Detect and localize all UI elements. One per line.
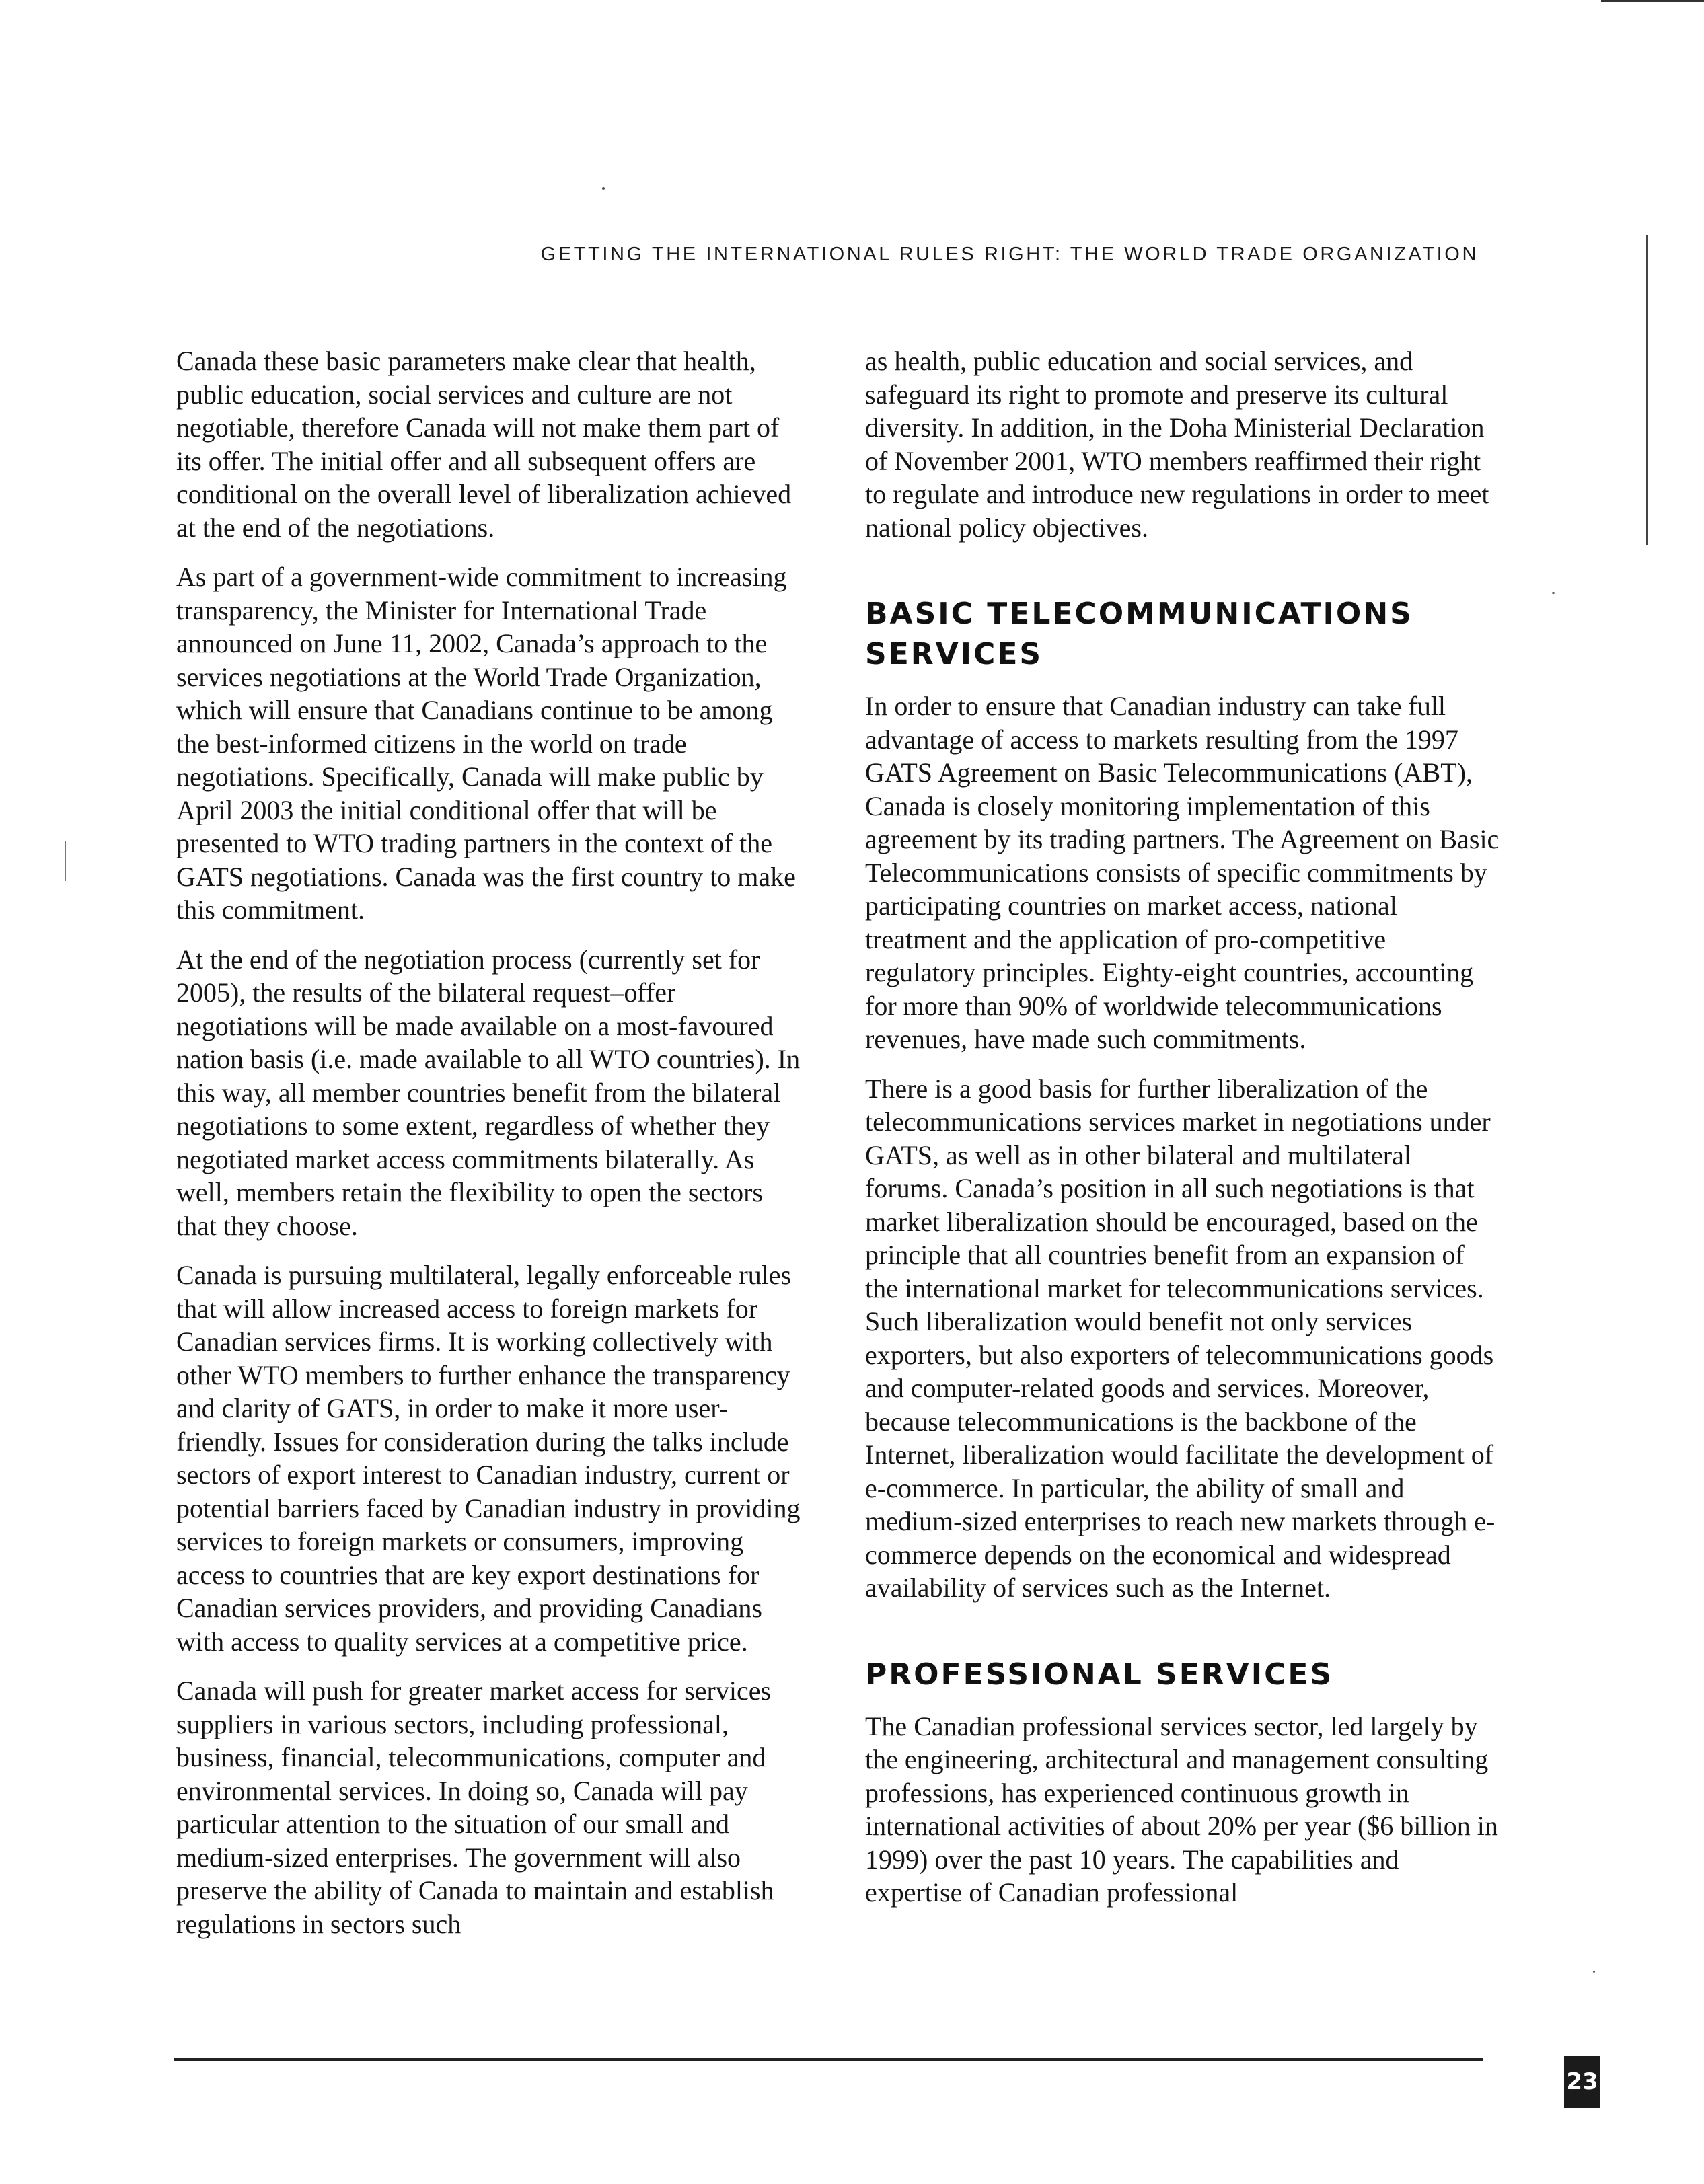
margin-rule — [1646, 235, 1648, 545]
margin-mark — [65, 841, 66, 881]
running-header: GETTING THE INTERNATIONAL RULES RIGHT: THE WORLD TRADE ORGANIZATION — [540, 243, 1479, 265]
paragraph: At the end of the negotiation process (currently set for 2005), the results of the bilateral request–offer negotiations will be made available on a most-favoured nation basis (i.e. made available to all WTO countries). In this way, all member countries benefit from the bilateral negotiations to some extent, regardless of whether they negotiated market access commitments bilaterally. As well, members retain the flexibility to open the sectors that they choose. — [176, 944, 801, 1241]
paragraph: The Canadian professional services sector, led largely by the engineering, architectural and management consulting professions, has experienced continuous growth in international activities of about 20% per year ($6 billion in 1999) over the past 10 years. The capabilities and expertise of Canadian professional — [865, 1710, 1498, 1908]
scan-speck — [602, 187, 605, 190]
right-column — [865, 344, 1501, 1926]
top-corner-rule — [1601, 0, 1704, 2]
footer-rule — [174, 2058, 1483, 2061]
paragraph: In order to ensure that Canadian industry can take full advantage of access to markets resulting from the 1997 GATS Agreement on Basic Telecommunications (ABT), Canada is closely monitoring implementation of this agreement by its trading partners. The Agreement on Basic Telecommunications consists of specific commitments by participating countries on market access, national treatment and the application of pro-competitive regulatory principles. Eighty-eight countries, accounting for more than 90% of worldwide telecommunications revenues, have made such commitments. — [865, 691, 1499, 1054]
scan-speck — [1552, 592, 1555, 594]
page-number: 23 — [1564, 2056, 1600, 2108]
paragraph: Canada these basic parameters make clear that health, public education, social services and culture are not negotiable, therefore Canada will not make them part of its offer. The initial offer and all subsequent offers are conditional on the overall level of liberalization achieved at the end of the negotiations. — [176, 346, 792, 543]
paragraph: There is a good basis for further liberalization of the telecommunications services market in negotiations under GATS, as well as in other bilateral and multilateral forums. Canada’s position in all such negotiations is that market liberalization should be encouraged, based on the principle that all countries benefit from an expansion of the international market for telecommunications services. Such liberalization would benefit not only services exporters, but also exporters of telecommunications goods and computer-related goods and services. Moreover, because telecommunications is the backbone of the Internet, liberalization would facilitate the development of e-commerce. In particular, the ability of small and medium-sized enterprises to reach new markets through e-commerce depends on the economical and widespread availability of services such as the Internet. — [865, 1073, 1495, 1603]
scan-speck — [1593, 1971, 1595, 1973]
left-column — [176, 344, 802, 1957]
paragraph: as health, public education and social services, and safeguard its right to promote and preserve its cultural diversity. In addition, in the Doha Ministerial Declaration of November 2001, WTO members reaffirmed their right to regulate and introduce new regulations in order to meet national policy objectives. — [865, 346, 1489, 543]
paragraph: Canada will push for greater market access for services suppliers in various sectors, including professional, business, financial, telecommunications, computer and environmental services. In doing so, Canada will pay particular attention to the situation of our small and medium-sized enterprises. The government will also preserve the ability of Canada to maintain and establish regulations in sectors such — [176, 1675, 774, 1939]
section-heading-professional: PROFESSIONAL SERVICES — [865, 1657, 1334, 1692]
paragraph: Canada is pursuing multilateral, legally enforceable rules that will allow increased access to foreign markets for Canadian services firms. It is working collectively with other WTO members to further enhance the transparency and clarity of GATS, in order to make it more user-friendly. Issues for consideration during the talks include sectors of export interest to Canadian industry, current or potential barriers faced by Canadian industry in providing services to foreign markets or consumers, improving access to countries that are key export destinations for Canadian services providers, and providing Canadians with access to quality services at a competitive price. — [176, 1260, 801, 1657]
section-heading-telecom: BASIC TELECOMMUNICATIONS SERVICES — [865, 597, 1413, 671]
paragraph: As part of a government-wide commitment to increasing transparency, the Minister for International Trade announced on June 11, 2002, Canada’s approach to the services negotiations at the World Trade Organization, which will ensure that Canadians continue to be among the best-informed citizens in the world on trade negotiations. Specifically, Canada will make public by April 2003 the initial conditional offer that will be presented to WTO trading partners in the context of the GATS negotiations. Canada was the first country to make this commitment. — [176, 562, 796, 925]
